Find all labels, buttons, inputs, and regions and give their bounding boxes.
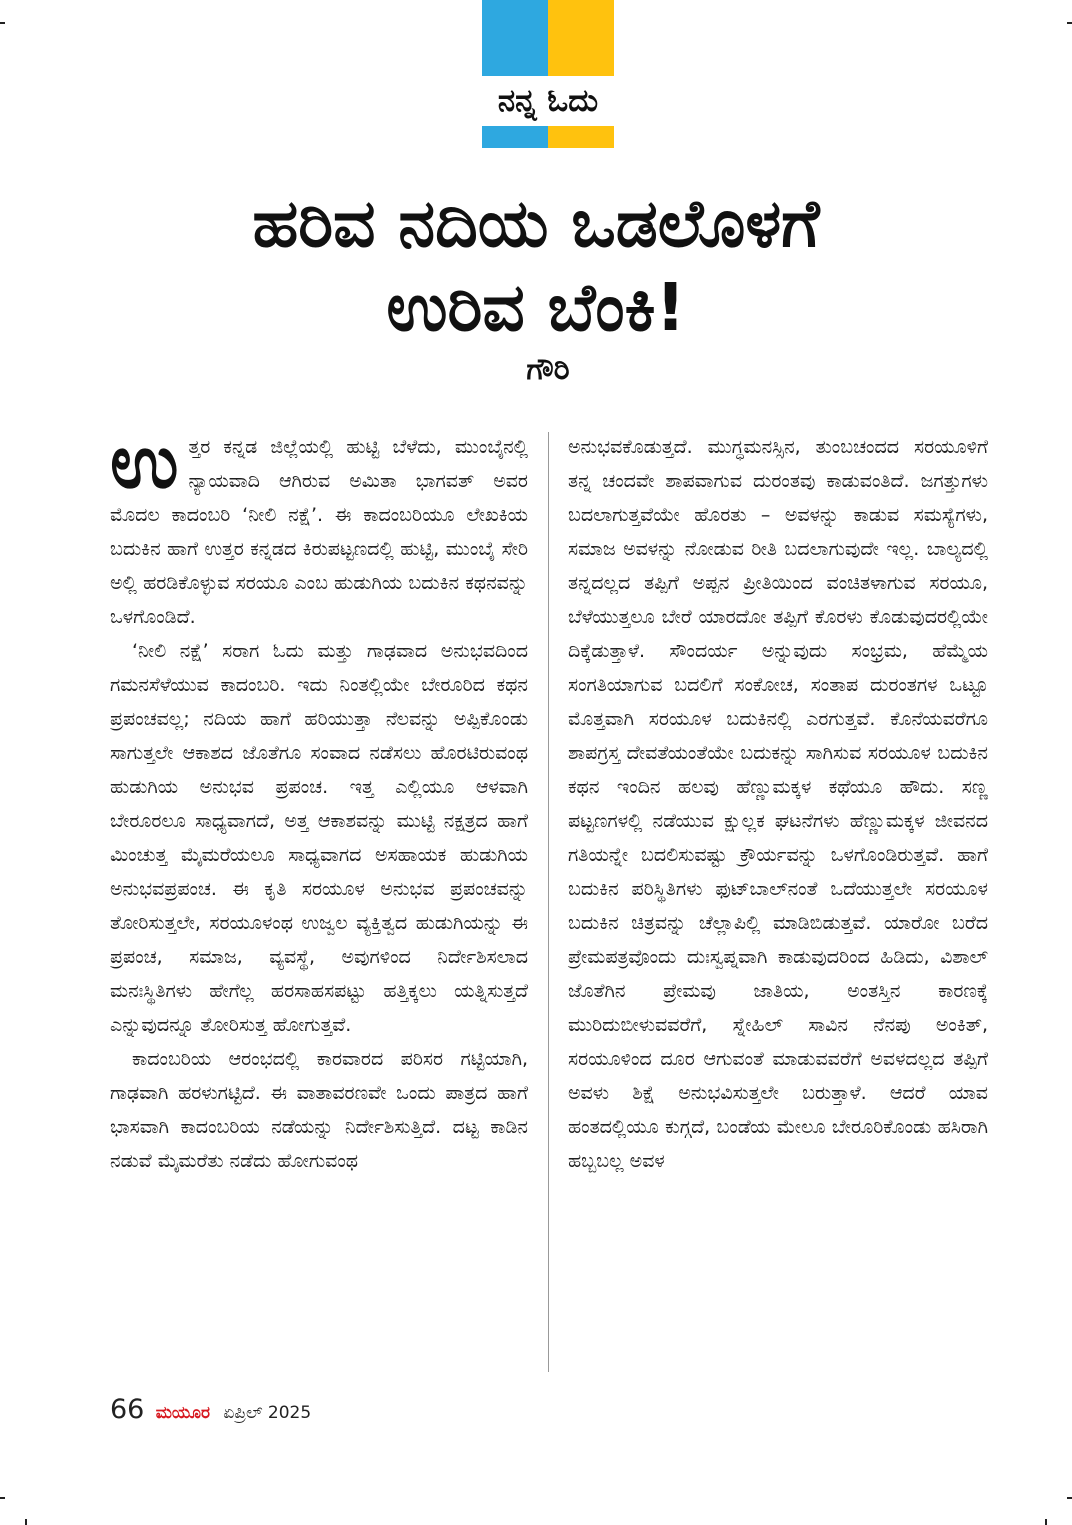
crop-mark	[25, 1519, 27, 1525]
headline-line-1: ಹರಿವ ನದಿಯ ಒಡಲೊಳಗೆ	[252, 185, 820, 262]
paragraph: ‘ನೀಲಿ ನಕ್ಷೆ’ ಸರಾಗ ಓದು ಮತ್ತು ಗಾಢವಾದ ಅನುಭವದಿಂದ ಗಮನಸೆಳೆಯುವ ಕಾದಂಬರಿ. ಇದು ನಿಂತಲ್ಲಿಯೇ ಬೇರೂರಿದ ಕಥನ ಪ್ರಪಂಚವಲ್ಲ; ನದಿಯ ಹಾಗೆ ಹರಿಯುತ್ತಾ ನೆಲವನ್ನು ಅಪ್ಪಿಕೊಂಡು ಸಾಗುತ್ತಲೇ ಆಕಾಶದ ಜೊತೆಗೂ ಸಂವಾದ ನಡೆಸಲು ಹೊರಟಿರುವಂಥ ಹುಡುಗಿಯ ಅನುಭವ ಪ್ರಪಂಚ. ಇತ್ತ ಎಲ್ಲಿಯೂ ಆಳವಾಗಿ ಬೇರೂರಲೂ ಸಾಧ್ಯವಾಗದೆ, ಅತ್ತ ಆಕಾಶವನ್ನು ಮುಟ್ಟಿ ನಕ್ಷತ್ರದ ಹಾಗೆ ಮಿಂಚುತ್ತ ಮೈಮರೆಯಲೂ ಸಾಧ್ಯವಾಗದ ಅಸಹಾಯಕ ಹುಡುಗಿಯ ಅನುಭವಪ್ರಪಂಚ. ಈ ಕೃತಿ ಸರಯೂಳ ಅನುಭವ ಪ್ರಪಂಚವನ್ನು ತೋರಿಸುತ್ತಲೇ, ಸರಯೂಳಂಥ ಉಜ್ವಲ ವ್ಯಕ್ತಿತ್ವದ ಹುಡುಗಿಯನ್ನು ಈ ಪ್ರಪಂಚ, ಸಮಾಜ, ವ್ಯವಸ್ಥೆ, ಅವುಗಳಿಂದ ನಿರ್ದೇಶಿಸಲಾದ ಮನಃಸ್ಥಿತಿಗಳು ಹೇಗೆಲ್ಲ ಹರಸಾಹಸಪಟ್ಟು ಹತ್ತಿಕ್ಕಲು ಯತ್ನಿಸುತ್ತದೆ ಎನ್ನುವುದನ್ನೂ ತೋರಿಸುತ್ತ ಹೋಗುತ್ತವೆ.	[110, 640, 528, 1036]
column-divider	[548, 432, 549, 1372]
paragraph: ಅನುಭವಕೊಡುತ್ತದೆ. ಮುಗ್ಧಮನಸ್ಸಿನ, ತುಂಬಚಂದದ ಸರಯೂಳಿಗೆ ತನ್ನ ಚಂದವೇ ಶಾಪವಾಗುವ ದುರಂತವು ಕಾಡುವಂತಿದೆ. ಜಗತ್ತುಗಳು ಬದಲಾಗುತ್ತವೆಯೇ ಹೊರತು – ಅವಳನ್ನು ಕಾಡುವ ಸಮಸ್ಯೆಗಳು, ಸಮಾಜ ಅವಳನ್ನು ನೋಡುವ ರೀತಿ ಬದಲಾಗುವುದೇ ಇಲ್ಲ. ಬಾಲ್ಯದಲ್ಲಿ ತನ್ನದಲ್ಲದ ತಪ್ಪಿಗೆ ಅಪ್ಪನ ಪ್ರೀತಿಯಿಂದ ವಂಚಿತಳಾಗುವ ಸರಯೂ, ಬೆಳೆಯುತ್ತಲೂ ಬೇರೆ ಯಾರದೋ ತಪ್ಪಿಗೆ ಕೊರಳು ಕೊಡುವುದರಲ್ಲಿಯೇ ದಿಕ್ಕೆಡುತ್ತಾಳೆ. ಸೌಂದರ್ಯ ಅನ್ನುವುದು ಸಂಭ್ರಮ, ಹೆಮ್ಮೆಯ ಸಂಗತಿಯಾಗುವ ಬದಲಿಗೆ ಸಂಕೋಚ, ಸಂತಾಪ ದುರಂತಗಳ ಒಟ್ಟೂ ಮೊತ್ತವಾಗಿ ಸರಯೂಳ ಬದುಕಿನಲ್ಲಿ ಎರಗುತ್ತವೆ. ಕೊನೆಯವರೆಗೂ ಶಾಪಗ್ರಸ್ತ ದೇವತೆಯಂತೆಯೇ ಬದುಕನ್ನು ಸಾಗಿಸುವ ಸರಯೂಳ ಬದುಕಿನ ಕಥನ ಇಂದಿನ ಹಲವು ಹೆಣ್ಣುಮಕ್ಕಳ ಕಥೆಯೂ ಹೌದು. ಸಣ್ಣ ಪಟ್ಟಣಗಳಲ್ಲಿ ನಡೆಯುವ ಕ್ಷುಲ್ಲಕ ಘಟನೆಗಳು ಹೆಣ್ಣುಮಕ್ಕಳ ಜೀವನದ ಗತಿಯನ್ನೇ ಬದಲಿಸುವಷ್ಟು ಕ್ರೌರ್ಯವನ್ನು ಒಳಗೊಂಡಿರುತ್ತವೆ. ಹಾಗೆ ಬದುಕಿನ ಪರಿಸ್ಥಿತಿಗಳು ಫುಟ್‌ಬಾಲ್‌ನಂತೆ ಒದೆಯುತ್ತಲೇ ಸರಯೂಳ ಬದುಕಿನ ಚಿತ್ರವನ್ನು ಚೆಲ್ಲಾಪಿಲ್ಲಿ ಮಾಡಿಬಿಡುತ್ತವೆ. ಯಾರೋ ಬರೆದ ಪ್ರೇಮಪತ್ರವೊಂದು ದುಃಸ್ವಪ್ನವಾಗಿ ಕಾಡುವುದರಿಂದ ಹಿಡಿದು, ವಿಶಾಲ್ ಜೊತೆಗಿನ ಪ್ರೇಮವು ಜಾತಿಯ, ಅಂತಸ್ತಿನ ಕಾರಣಕ್ಕೆ ಮುರಿದುಬೀಳುವವರೆಗೆ, ಸ್ನೇಹಿಲ್ ಸಾವಿನ ನೆನಪು ಅಂಕಿತ್, ಸರಯೂಳಿಂದ ದೂರ ಆಗುವಂತೆ ಮಾಡುವವರೆಗೆ ಅವಳದಲ್ಲದ ತಪ್ಪಿಗೆ ಅವಳು ಶಿಕ್ಷೆ ಅನುಭವಿಸುತ್ತಲೇ ಬರುತ್ತಾಳೆ. ಆದರೆ ಯಾವ ಹಂತದಲ್ಲಿಯೂ ಕುಗ್ಗದೆ, ಬಂಡೆಯ ಮೇಲೂ ಬೇರೂರಿಕೊಂಡು ಹಸಿರಾಗಿ ಹಬ್ಬಬಲ್ಲ ಅವಳ	[568, 436, 988, 1172]
crop-mark	[0, 22, 5, 24]
author-byline: ಗೌರಿ	[526, 352, 570, 387]
crop-mark	[0, 1497, 5, 1499]
crop-mark	[1067, 1497, 1072, 1499]
crop-mark	[1045, 1519, 1047, 1525]
paragraph: ಕಾದಂಬರಿಯ ಆರಂಭದಲ್ಲಿ ಕಾರವಾರದ ಪರಿಸರ ಗಟ್ಟಿಯಾಗಿ, ಗಾಢವಾಗಿ ಹರಳುಗಟ್ಟಿದೆ. ಈ ವಾತಾವರಣವೇ ಒಂದು ಪಾತ್ರದ ಹಾಗೆ ಭಾಸವಾಗಿ ಕಾದಂಬರಿಯ ನಡೆಯನ್ನು ನಿರ್ದೇಶಿಸುತ್ತಿದೆ. ದಟ್ಟ ಕಾಡಿನ ನಡುವೆ ಮೈಮರೆತು ನಡೆದು ಹೋಗುವಂಥ	[110, 1048, 528, 1172]
section-label: ನನ್ನ ಓದು	[497, 83, 599, 119]
paragraph-text: ತ್ತರ ಕನ್ನಡ ಜಿಲ್ಲೆಯಲ್ಲಿ ಹುಟ್ಟಿ ಬೆಳೆದು, ಮುಂಬೈನಲ್ಲಿ ನ್ಯಾಯವಾದಿ ಆಗಿರುವ ಅಮಿತಾ ಭಾಗವತ್ ಅವರ ಮೊದಲ ಕಾದಂಬರಿ ‘ನೀಲಿ ನಕ್ಷೆ’. ಈ ಕಾದಂಬರಿಯೂ ಲೇಖಕಿಯ ಬದುಕಿನ ಹಾಗೆ ಉತ್ತರ ಕನ್ನಡದ ಕಿರುಪಟ್ಟಣದಲ್ಲಿ ಹುಟ್ಟಿ, ಮುಂಬೈ ಸೇರಿ ಅಲ್ಲಿ ಹರಡಿಕೊಳ್ಳುವ ಸರಯೂ ಎಂಬ ಹುಡುಗಿಯ ಬದುಕಿನ ಕಥನವನ್ನು ಒಳಗೊಂಡಿದೆ.	[110, 436, 528, 628]
article-column-1	[110, 430, 528, 1375]
magazine-name: ಮಯೂರ	[155, 1403, 210, 1423]
page-footer	[110, 1392, 311, 1428]
paragraph	[110, 430, 528, 634]
page-number: 66	[110, 1394, 145, 1425]
issue-date: ಏಪ್ರಿಲ್ 2025	[223, 1403, 312, 1423]
crop-mark	[1067, 22, 1072, 24]
drop-cap: ಉ	[110, 430, 179, 505]
article-column-2	[568, 430, 988, 1375]
headline-line-2: ಉರಿವ ಬೆಂಕಿ!	[386, 269, 686, 346]
section-logo	[482, 0, 614, 148]
